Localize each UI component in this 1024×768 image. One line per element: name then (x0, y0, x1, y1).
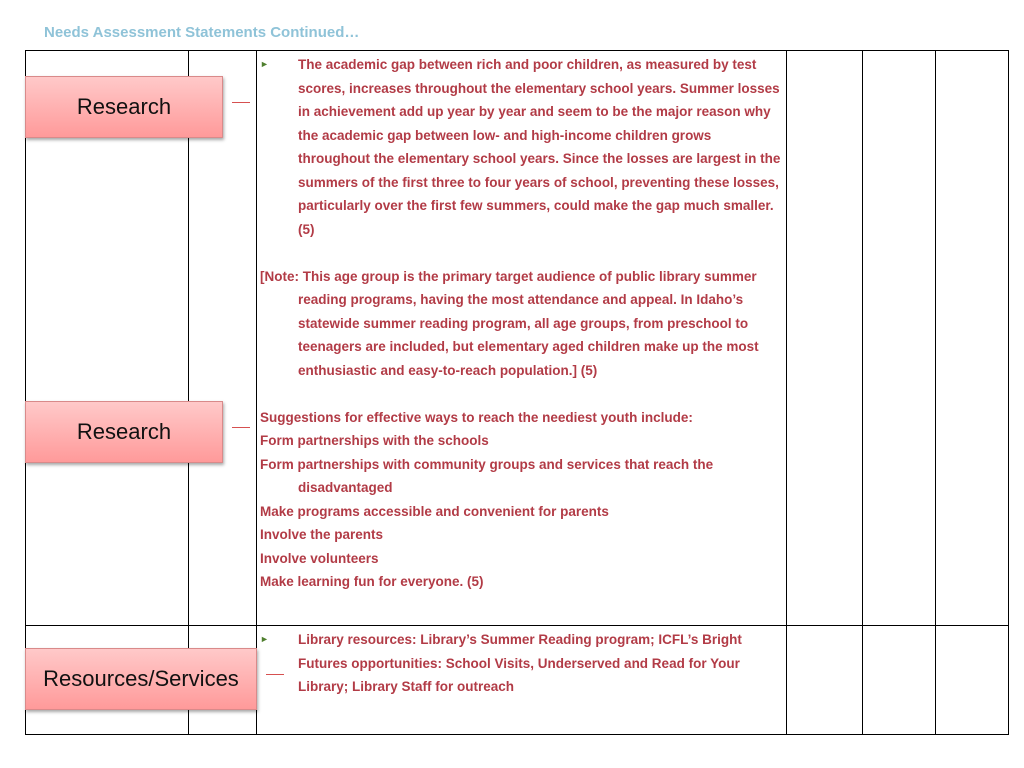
list-item: Make learning fun for everyone. (5) (260, 574, 484, 589)
triangle-right-icon: ► (260, 634, 269, 644)
list-item: Form partnerships with community groups and services that reach the disadvantaged (260, 456, 714, 495)
list-item: Form partnerships with the schools (260, 433, 489, 448)
assessment-table (25, 50, 1009, 735)
resources-services-callout: Resources/Services (25, 648, 257, 710)
suggestions-intro: Suggestions for effective ways to reach the neediest youth include: (260, 409, 693, 425)
statement-cell (257, 51, 787, 626)
research-callout: Research (25, 401, 223, 463)
blank-cell (936, 626, 1009, 735)
list-item: Involve volunteers (260, 550, 379, 566)
triangle-right-icon: ► (260, 59, 269, 69)
statement-cell (257, 626, 787, 735)
list-item (260, 53, 784, 241)
blank-cell (863, 626, 936, 735)
callout-connector (266, 674, 284, 675)
list-item (260, 628, 784, 699)
statement-text: The academic gap between rich and poor children, as measured by test scores, increases throughout the elementary school years. Summer losses in achievement add up year by year and seem to be the major reason why the academic gap between low- and high-income children grows throughout the elementary school years. Since the losses are largest in the summers of the first three to four years of school, preventing these losses, particularly over the first few summers, could make the gap much smaller. (5) (298, 57, 781, 237)
page-title: Needs Assessment Statements Continued… (44, 24, 360, 41)
research-callout: Research (25, 76, 223, 138)
callout-connector (232, 102, 250, 103)
list-item: Involve the parents (260, 527, 384, 542)
blank-cell (863, 51, 936, 626)
blank-cell (936, 51, 1009, 626)
statement-text: Library resources: Library’s Summer Reading program; ICFL’s Bright Futures opportunities: School Visits, Underserved and Read for Your Library; Library Staff for outreach (298, 632, 742, 694)
note-text: [Note: This age group is the primary target audience of public library summer reading programs, having the most attendance and appeal. In Idaho’s statewide summer reading program, all age groups, from preschool to teenagers are included, but elementary aged children make up the most enthusiastic and easy-to-reach population.] (5) (260, 268, 759, 378)
blank-cell (787, 626, 863, 735)
blank-cell (787, 51, 863, 626)
callout-connector (232, 427, 250, 428)
list-item: Make programs accessible and convenient for parents (260, 503, 609, 519)
